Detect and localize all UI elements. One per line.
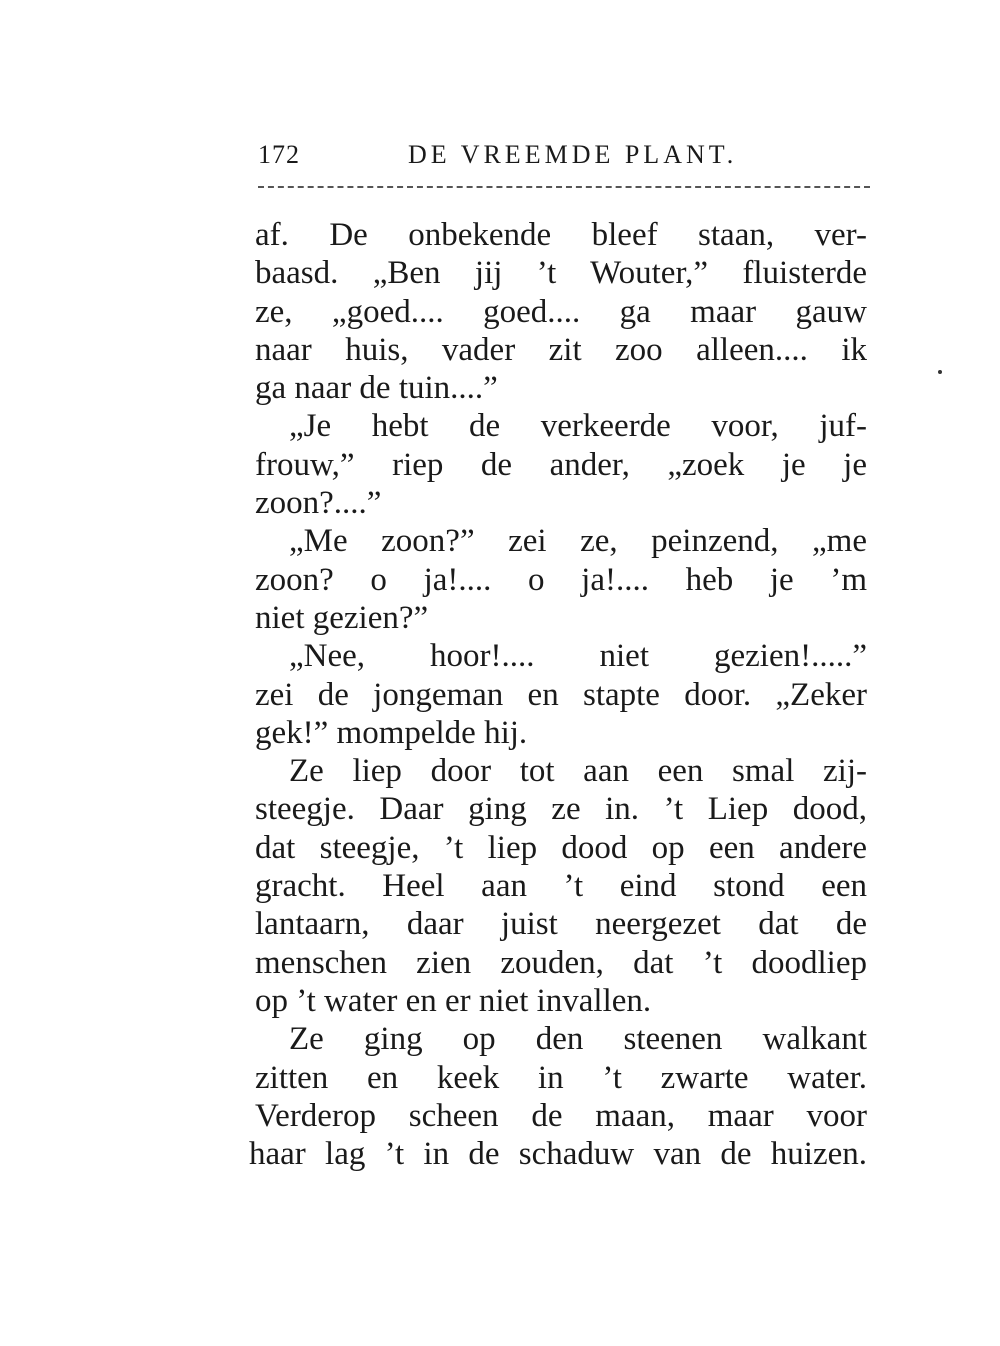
text-line: gek!” mompelde hij.	[255, 714, 528, 751]
text-line: gracht. Heel aan ’t eind stond een	[255, 868, 867, 905]
ink-speck	[938, 370, 942, 374]
text-line: Ze liep door tot aan een smal zij-	[289, 753, 867, 790]
text-line: haar lag ’t in de schaduw van de huizen.	[249, 1136, 867, 1173]
text-line: naar huis, vader zit zoo alleen.... ik	[255, 331, 867, 368]
text-line: steegje. Daar ging ze in. ’t Liep dood,	[255, 791, 867, 828]
text-line: af. De onbekende bleef staan, ver-	[255, 217, 867, 253]
header-rule	[258, 186, 870, 188]
text-line: zitten en keek in ’t zwarte water.	[255, 1059, 867, 1096]
text-line: zei de jongeman en stapte door. „Zeker	[255, 676, 867, 713]
page-number: 172	[258, 140, 300, 169]
text-line: frouw,” riep de ander, „zoek je je	[255, 446, 867, 483]
text-line: menschen zien zouden, dat ’t doodliep	[255, 944, 867, 981]
text-line: „Je hebt de verkeerde voor, juf-	[289, 408, 867, 445]
text-line: op ’t water en er niet invallen.	[255, 982, 652, 1019]
text-line: Verderop scheen de maan, maar voor	[255, 1097, 867, 1134]
text-line: ze, „goed.... goed.... ga maar gauw	[255, 293, 867, 330]
body-text	[249, 216, 867, 1173]
text-line: zoon?....”	[255, 485, 382, 522]
text-line: „Nee, hoor!.... niet gezien!.....”	[289, 638, 867, 675]
text-line: zoon? o ja!.... o ja!.... heb je ’m	[255, 561, 867, 598]
text-line: ga naar de tuin....”	[255, 370, 498, 407]
text-line: lantaarn, daar juist neergezet dat de	[255, 906, 867, 943]
running-head	[258, 140, 870, 176]
text-line: niet gezien?”	[255, 599, 429, 636]
running-head-title: DE VREEMDE PLANT.	[408, 140, 738, 169]
text-line: Ze ging op den steenen walkant	[289, 1021, 867, 1058]
text-line: baasd. „Ben jij ’t Wouter,” fluisterde	[255, 255, 867, 292]
text-line: dat steegje, ’t liep dood op een andere	[255, 829, 867, 866]
text-line: „Me zoon?” zei ze, peinzend, „me	[289, 523, 867, 560]
